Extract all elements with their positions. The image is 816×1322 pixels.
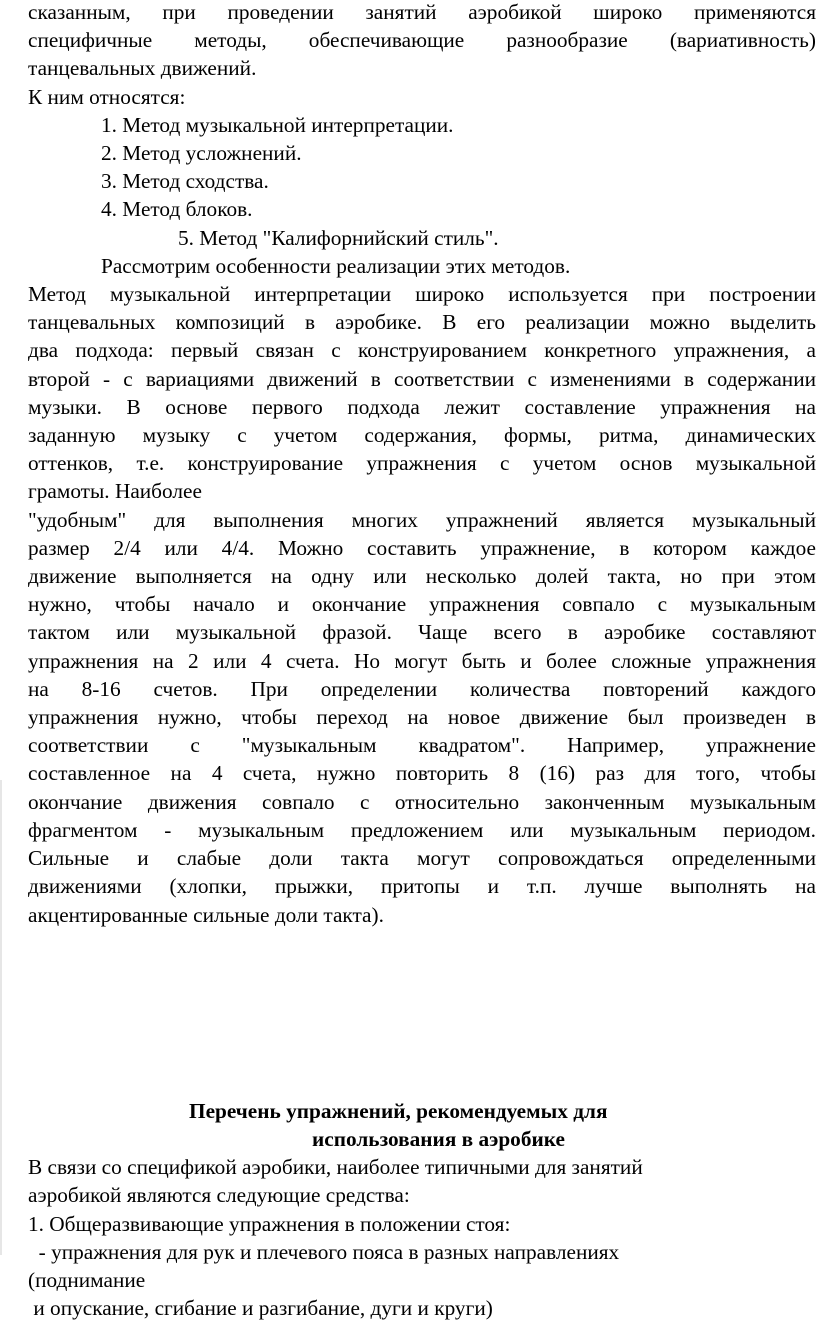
- intro-line: сказанным, при проведении занятий аэробикой широко применяются: [28, 0, 816, 24]
- intro-line: танцевальных движений.: [28, 56, 257, 81]
- section-heading: Перечень упражнений, рекомендуемых для: [189, 1098, 608, 1123]
- body-line: на 8-16 счетов. При определении количества повторений каждого: [28, 676, 816, 701]
- list-intro: К ним относятся:: [28, 84, 186, 109]
- method-item: 5. Метод "Калифорнийский стиль".: [178, 225, 499, 250]
- body-line: нужно, чтобы начало и окончание упражнения совпало с музыкальным: [28, 592, 816, 617]
- consider-line: Рассмотрим особенности реализации этих методов.: [101, 253, 571, 278]
- body-line: второй - с вариациями движений в соответствии с изменениями в содержании: [28, 366, 816, 391]
- body-line: оттенков, т.е. конструирование упражнения с учетом основ музыкальной: [28, 451, 816, 476]
- body-line: упражнения на 2 или 4 счета. Но могут быть и более сложные упражнения: [28, 648, 816, 673]
- body-line: движение выполняется на одну или несколько долей такта, но при этом: [28, 564, 816, 589]
- body-line: музыки. В основе первого подхода лежит составление упражнения на: [28, 394, 816, 419]
- method-item: 3. Метод сходства.: [101, 169, 269, 194]
- blank-space: [28, 929, 816, 1097]
- body-line: грамоты. Наиболее: [28, 479, 202, 504]
- body-line: заданную музыку с учетом содержания, формы, ритма, динамических: [28, 423, 816, 448]
- body-line: "удобным" для выполнения многих упражнений является музыкальный: [28, 507, 816, 532]
- page-edge-shadow: [0, 780, 2, 1255]
- section-line: (поднимание: [28, 1267, 146, 1292]
- body-line: два подхода: первый связан с конструированием конкретного упражнения, а: [28, 338, 816, 363]
- section-line: В связи со спецификой аэробики, наиболее типичными для занятий: [28, 1155, 643, 1180]
- body-line: движениями (хлопки, прыжки, притопы и т.п. лучше выполнять на: [28, 874, 816, 899]
- body-line: танцевальных композиций в аэробике. В его реализации можно выделить: [28, 310, 816, 335]
- section-line: и опускание, сгибание и разгибание, дуги и круги): [28, 1296, 493, 1321]
- body-line: упражнения нужно, чтобы переход на новое движение был произведен в: [28, 705, 816, 730]
- body-line: размер 2/4 или 4/4. Можно составить упражнение, в котором каждое: [28, 535, 816, 560]
- body-line: акцентированные сильные доли такта).: [28, 902, 384, 927]
- section-line: 1. Общеразвивающие упражнения в положении стоя:: [28, 1211, 511, 1236]
- body-line: составленное на 4 счета, нужно повторить 8 (16) раз для того, чтобы: [28, 761, 816, 786]
- section-line: аэробикой являются следующие средства:: [28, 1183, 410, 1208]
- method-item: 4. Метод блоков.: [101, 197, 253, 222]
- method-item: 1. Метод музыкальной интерпретации.: [101, 112, 454, 137]
- document-page: [28, 0, 816, 1322]
- section-heading: использования в аэробике: [312, 1126, 565, 1151]
- section-line: - упражнения для рук и плечевого пояса в разных направлениях: [28, 1239, 620, 1264]
- body-line: окончание движения совпало с относительно законченным музыкальным: [28, 789, 816, 814]
- method-item: 2. Метод усложнений.: [101, 141, 302, 166]
- body-line: соответствии с "музыкальным квадратом". Например, упражнение: [28, 733, 816, 758]
- body-line: фрагментом - музыкальным предложением или музыкальным периодом.: [28, 817, 816, 842]
- body-line: тактом или музыкальной фразой. Чаще всего в аэробике составляют: [28, 620, 816, 645]
- intro-line: специфичные методы, обеспечивающие разнообразие (вариативность): [28, 28, 816, 53]
- body-line: Метод музыкальной интерпретации широко используется при построении: [28, 282, 816, 307]
- body-line: Сильные и слабые доли такта могут сопровождаться определенными: [28, 846, 816, 871]
